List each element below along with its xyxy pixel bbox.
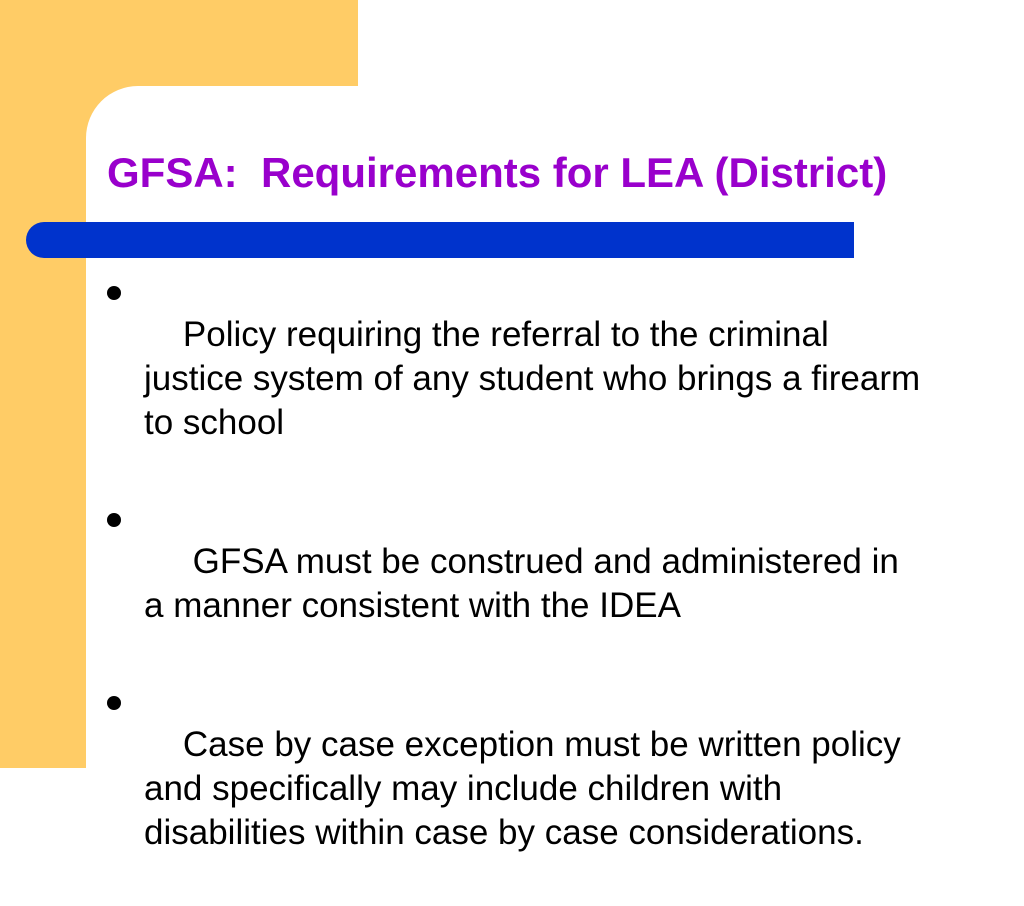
bullet-item-idea-consistency	[106, 496, 926, 672]
slide-title: GFSA: Requirements for LEA (District)	[107, 149, 888, 196]
bullet-icon	[107, 696, 121, 710]
bullet-text: GFSA must be construed and administered in a manner consistent with the IDEA	[144, 542, 909, 625]
bullet-text: Case by case exception must be written policy and specifically may include children with disabilities within case by case considerations.	[144, 725, 911, 852]
bullet-item-referral-policy	[106, 269, 930, 489]
bullet-icon	[107, 513, 121, 527]
bullet-list	[106, 269, 930, 906]
title-divider-bar	[26, 222, 854, 258]
bullet-item-case-exception	[106, 679, 926, 899]
bullet-icon	[107, 286, 121, 300]
bullet-text: Policy requiring the referral to the criminal justice system of any student who brings a firearm to school	[144, 315, 930, 442]
